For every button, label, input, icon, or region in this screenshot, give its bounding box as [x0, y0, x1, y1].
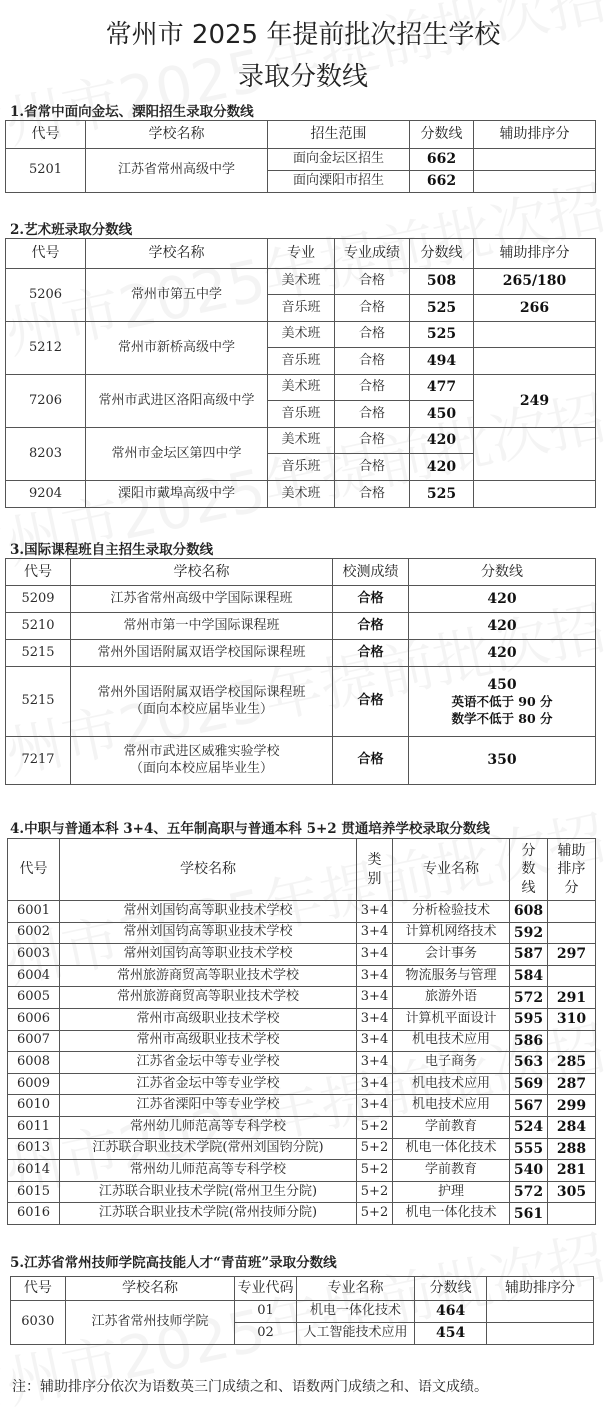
score-cell: 477 [410, 375, 474, 401]
code-cell: 5201 [6, 149, 86, 193]
aux-cell [548, 922, 596, 944]
school-cell: 江苏联合职业技术学院(常州技师分院) [60, 1203, 357, 1225]
school-cell: 常州市第一中学国际课程班 [71, 613, 333, 640]
code-cell: 6013 [8, 1138, 60, 1160]
col-header: 辅助排序分 [486, 1277, 593, 1301]
score-cell: 587 [510, 944, 548, 966]
code-cell: 6009 [8, 1073, 60, 1095]
school-cell [71, 667, 333, 737]
section3-table [5, 558, 596, 785]
aux-cell: 287 [548, 1073, 596, 1095]
school-cell: 江苏省常州技师学院 [65, 1301, 235, 1345]
type-cell: 5+2 [357, 1203, 393, 1225]
col-header: 代号 [6, 559, 71, 586]
school-cell: 江苏联合职业技术学院(常州卫生分院) [60, 1181, 357, 1203]
code-cell: 5210 [6, 613, 71, 640]
code-cell: 6005 [8, 987, 60, 1009]
school-cell: 常州市第五中学 [86, 269, 268, 322]
major-cell: 学前教育 [393, 1160, 510, 1182]
code-cell: 6010 [8, 1095, 60, 1117]
section1-title: 1.省常中面向金坛、溧阳招生录取分数线 [10, 104, 254, 120]
major-cell: 美术班 [268, 481, 335, 508]
aux-cell: 305 [548, 1181, 596, 1203]
score-cell: 420 [410, 428, 474, 454]
aux-cell: 285 [548, 1052, 596, 1074]
school-cell: 常州旅游商贸高等职业技术学校 [60, 965, 357, 987]
type-cell: 3+4 [357, 1073, 393, 1095]
score-cell: 586 [510, 1030, 548, 1052]
aux-cell [474, 149, 596, 171]
test-cell: 合格 [333, 667, 409, 737]
aux-cell: 310 [548, 1008, 596, 1030]
score-cell: 592 [510, 922, 548, 944]
code-cell: 6001 [8, 901, 60, 923]
school-name: 常州市武进区威雅实验学校 [123, 743, 280, 759]
school-cell: 江苏省常州高级中学 [86, 149, 268, 193]
table-row [8, 987, 596, 1009]
score-value: 450 [487, 677, 517, 694]
aux-cell [486, 1301, 593, 1323]
school-cell: 常州市金坛区第四中学 [86, 428, 268, 481]
table-row [11, 1301, 594, 1323]
section4-title: 4.中职与普通本科 3+4、五年制高职与普通本科 5+2 贯通培养学校录取分数线 [10, 821, 490, 837]
code-cell: 6003 [8, 944, 60, 966]
score-cell: 524 [510, 1116, 548, 1138]
score-cell: 420 [410, 454, 474, 481]
major-cell: 学前教育 [393, 1116, 510, 1138]
col-header: 学校名称 [65, 1277, 235, 1301]
score-cell: 572 [510, 987, 548, 1009]
table-row [8, 1160, 596, 1182]
score-cell: 525 [410, 322, 474, 348]
section5-title: 5.江苏省常州技师学院高技能人才“青苗班”录取分数线 [10, 1255, 337, 1271]
score-cell: 567 [510, 1095, 548, 1117]
table-row [8, 1138, 596, 1160]
table-row [8, 922, 596, 944]
test-cell: 合格 [333, 640, 409, 667]
code-cell: 5206 [6, 269, 86, 322]
aux-cell [548, 901, 596, 923]
code-cell: 7206 [6, 375, 86, 428]
school-cell: 常州幼儿师范高等专科学校 [60, 1160, 357, 1182]
score-cell: 608 [510, 901, 548, 923]
code-cell: 8203 [6, 428, 86, 481]
table-row [6, 428, 596, 454]
aux-cell [548, 1203, 596, 1225]
grade-cell: 合格 [335, 454, 410, 481]
major-cell: 会计事务 [393, 944, 510, 966]
score-requirement: 数学不低于 80 分 [451, 710, 553, 726]
table-row [6, 640, 596, 667]
col-header: 专业名称 [393, 839, 510, 901]
col-header: 分 数 线 [510, 839, 548, 901]
aux-cell: 291 [548, 987, 596, 1009]
scope-cell: 面向金坛区招生 [268, 149, 410, 171]
type-cell: 3+4 [357, 922, 393, 944]
section5-table [10, 1276, 594, 1345]
table-row [8, 1181, 596, 1203]
major-cell: 音乐班 [268, 348, 335, 375]
major-cell: 机电技术应用 [393, 1095, 510, 1117]
score-cell: 540 [510, 1160, 548, 1182]
table-row [6, 613, 596, 640]
major-cell: 计算机网络技术 [393, 922, 510, 944]
score-cell: 420 [409, 640, 596, 667]
test-cell: 合格 [333, 613, 409, 640]
school-cell: 江苏省溧阳中等专业学校 [60, 1095, 357, 1117]
code-cell: 6011 [8, 1116, 60, 1138]
table-row [6, 149, 596, 171]
major-cell: 音乐班 [268, 401, 335, 428]
major-code-cell: 01 [235, 1301, 296, 1323]
aux-cell: 284 [548, 1116, 596, 1138]
type-cell: 5+2 [357, 1116, 393, 1138]
aux-cell [486, 1323, 593, 1345]
page-title-line1: 常州市 2025 年提前批次招生学校 [105, 20, 501, 50]
score-cell: 563 [510, 1052, 548, 1074]
table-row [8, 1030, 596, 1052]
score-cell: 561 [510, 1203, 548, 1225]
table-header-row [6, 559, 596, 586]
aux-cell [474, 428, 596, 481]
section4-body [8, 901, 596, 1225]
code-cell: 6016 [8, 1203, 60, 1225]
table-row [6, 667, 596, 737]
major-cell: 机电一体化技术 [296, 1301, 414, 1323]
school-cell: 常州市武进区洛阳高级中学 [86, 375, 268, 428]
col-header: 分数线 [415, 1277, 487, 1301]
grade-cell: 合格 [335, 401, 410, 428]
aux-cell [548, 965, 596, 987]
school-cell: 常州刘国钧高等职业技术学校 [60, 922, 357, 944]
code-cell: 5215 [6, 640, 71, 667]
major-cell: 旅游外语 [393, 987, 510, 1009]
table-row [6, 375, 596, 401]
type-cell: 3+4 [357, 944, 393, 966]
school-cell: 江苏省常州高级中学国际课程班 [71, 586, 333, 613]
school-cell: 常州刘国钧高等职业技术学校 [60, 944, 357, 966]
test-cell: 合格 [333, 586, 409, 613]
score-cell: 569 [510, 1073, 548, 1095]
table-row [6, 586, 596, 613]
section2-table [5, 238, 596, 508]
type-cell: 5+2 [357, 1181, 393, 1203]
table-header-row [8, 839, 596, 901]
aux-cell [474, 322, 596, 348]
aux-cell: 249 [474, 375, 596, 428]
table-header-row [11, 1277, 594, 1301]
score-cell: 420 [409, 613, 596, 640]
col-header: 辅助排序分 [474, 239, 596, 269]
grade-cell: 合格 [335, 428, 410, 454]
col-header: 专业名称 [296, 1277, 414, 1301]
table-row [8, 944, 596, 966]
type-cell: 3+4 [357, 1008, 393, 1030]
aux-cell: 299 [548, 1095, 596, 1117]
code-cell: 6006 [8, 1008, 60, 1030]
school-name-note: （面向本校应届毕业生） [129, 701, 273, 717]
type-cell: 3+4 [357, 1095, 393, 1117]
code-cell: 6008 [8, 1052, 60, 1074]
grade-cell: 合格 [335, 375, 410, 401]
major-cell: 分析检验技术 [393, 901, 510, 923]
col-header: 分数线 [409, 559, 596, 586]
table-header-row [6, 121, 596, 149]
school-cell: 常州市高级职业技术学校 [60, 1030, 357, 1052]
school-cell [71, 737, 333, 785]
score-cell: 464 [415, 1301, 487, 1323]
col-header: 专业代码 [235, 1277, 296, 1301]
type-cell: 3+4 [357, 965, 393, 987]
code-cell: 6007 [8, 1030, 60, 1052]
table-row [6, 481, 596, 508]
aux-cell: 265/180 [474, 269, 596, 295]
score-cell: 454 [415, 1323, 487, 1345]
col-header: 分数线 [410, 121, 474, 149]
school-name-note: （面向本校应届毕业生） [129, 760, 273, 776]
school-cell: 常州旅游商贸高等职业技术学校 [60, 987, 357, 1009]
code-cell: 6004 [8, 965, 60, 987]
grade-cell: 合格 [335, 269, 410, 295]
code-cell: 6014 [8, 1160, 60, 1182]
aux-cell: 266 [474, 295, 596, 322]
school-cell: 常州市新桥高级中学 [86, 322, 268, 375]
table-row [8, 1008, 596, 1030]
col-header: 校测成绩 [333, 559, 409, 586]
table-row [6, 322, 596, 348]
major-cell: 机电一体化技术 [393, 1138, 510, 1160]
score-cell: 662 [410, 149, 474, 171]
school-cell: 常州刘国钧高等职业技术学校 [60, 901, 357, 923]
school-cell: 溧阳市戴埠高级中学 [86, 481, 268, 508]
school-cell: 常州幼儿师范高等专科学校 [60, 1116, 357, 1138]
major-cell: 美术班 [268, 269, 335, 295]
aux-cell: 281 [548, 1160, 596, 1182]
type-cell: 3+4 [357, 901, 393, 923]
major-cell: 护理 [393, 1181, 510, 1203]
col-header: 学校名称 [86, 121, 268, 149]
major-code-cell: 02 [235, 1323, 296, 1345]
table-row [8, 1116, 596, 1138]
school-cell: 常州市高级职业技术学校 [60, 1008, 357, 1030]
code-cell: 5212 [6, 322, 86, 375]
major-cell: 美术班 [268, 375, 335, 401]
col-header: 学校名称 [86, 239, 268, 269]
section2-title: 2.艺术班录取分数线 [10, 222, 133, 238]
type-cell: 3+4 [357, 987, 393, 1009]
score-cell: 494 [410, 348, 474, 375]
table-row [8, 965, 596, 987]
aux-cell: 288 [548, 1138, 596, 1160]
table-row [8, 901, 596, 923]
table-row [8, 1203, 596, 1225]
major-cell: 机电一体化技术 [393, 1203, 510, 1225]
major-cell: 计算机平面设计 [393, 1008, 510, 1030]
type-cell: 3+4 [357, 1030, 393, 1052]
major-cell: 机电技术应用 [393, 1073, 510, 1095]
score-cell: 584 [510, 965, 548, 987]
type-cell: 3+4 [357, 1052, 393, 1074]
code-cell: 9204 [6, 481, 86, 508]
major-cell: 机电技术应用 [393, 1030, 510, 1052]
aux-cell [474, 481, 596, 508]
grade-cell: 合格 [335, 295, 410, 322]
scope-cell: 面向溧阳市招生 [268, 171, 410, 193]
aux-cell [474, 171, 596, 193]
score-requirement: 英语不低于 90 分 [451, 694, 553, 710]
section1-table [5, 120, 596, 193]
table-row [8, 1073, 596, 1095]
score-cell: 420 [409, 586, 596, 613]
col-header: 招生范围 [268, 121, 410, 149]
aux-cell [474, 348, 596, 375]
major-cell: 人工智能技术应用 [296, 1323, 414, 1345]
code-cell: 6030 [11, 1301, 66, 1345]
aux-cell [548, 1030, 596, 1052]
col-header: 代号 [8, 839, 60, 901]
type-cell: 5+2 [357, 1160, 393, 1182]
col-header: 辅助排序分 [474, 121, 596, 149]
school-name: 常州外国语附属双语学校国际课程班 [97, 684, 306, 700]
table-row [6, 269, 596, 295]
school-cell: 江苏省金坛中等专业学校 [60, 1052, 357, 1074]
score-cell: 525 [410, 481, 474, 508]
major-cell: 美术班 [268, 322, 335, 348]
grade-cell: 合格 [335, 481, 410, 508]
footnote: 注：辅助排序分依次为语数英三门成绩之和、语数两门成绩之和、语文成绩。 [12, 1379, 488, 1395]
test-cell: 合格 [333, 737, 409, 785]
school-cell: 江苏联合职业技术学院(常州刘国钧分院) [60, 1138, 357, 1160]
code-cell: 7217 [6, 737, 71, 785]
major-cell: 美术班 [268, 428, 335, 454]
score-cell: 662 [410, 171, 474, 193]
code-cell: 5209 [6, 586, 71, 613]
score-cell [409, 667, 596, 737]
score-cell: 525 [410, 295, 474, 322]
col-header: 类 别 [357, 839, 393, 901]
col-header: 分数线 [410, 239, 474, 269]
major-cell: 音乐班 [268, 295, 335, 322]
major-cell: 电子商务 [393, 1052, 510, 1074]
score-cell: 508 [410, 269, 474, 295]
score-cell: 555 [510, 1138, 548, 1160]
aux-cell: 297 [548, 944, 596, 966]
col-header: 代号 [11, 1277, 66, 1301]
school-cell: 江苏省金坛中等专业学校 [60, 1073, 357, 1095]
type-cell: 5+2 [357, 1138, 393, 1160]
section3-title: 3.国际课程班自主招生录取分数线 [10, 542, 214, 558]
col-header: 代号 [6, 121, 86, 149]
col-header: 学校名称 [71, 559, 333, 586]
score-cell: 350 [409, 737, 596, 785]
score-cell: 450 [410, 401, 474, 428]
table-row [6, 737, 596, 785]
col-header: 辅助 排序 分 [548, 839, 596, 901]
section4-table [7, 838, 596, 1225]
school-cell: 常州外国语附属双语学校国际课程班 [71, 640, 333, 667]
table-row [8, 1095, 596, 1117]
code-cell: 6015 [8, 1181, 60, 1203]
col-header: 学校名称 [60, 839, 357, 901]
code-cell: 6002 [8, 922, 60, 944]
score-cell: 572 [510, 1181, 548, 1203]
page-title-line2: 录取分数线 [237, 62, 368, 92]
major-cell: 音乐班 [268, 454, 335, 481]
col-header: 代号 [6, 239, 86, 269]
grade-cell: 合格 [335, 322, 410, 348]
table-row [8, 1052, 596, 1074]
table-header-row [6, 239, 596, 269]
score-cell: 595 [510, 1008, 548, 1030]
col-header: 专业成绩 [335, 239, 410, 269]
col-header: 专业 [268, 239, 335, 269]
code-cell: 5215 [6, 667, 71, 737]
major-cell: 物流服务与管理 [393, 965, 510, 987]
grade-cell: 合格 [335, 348, 410, 375]
